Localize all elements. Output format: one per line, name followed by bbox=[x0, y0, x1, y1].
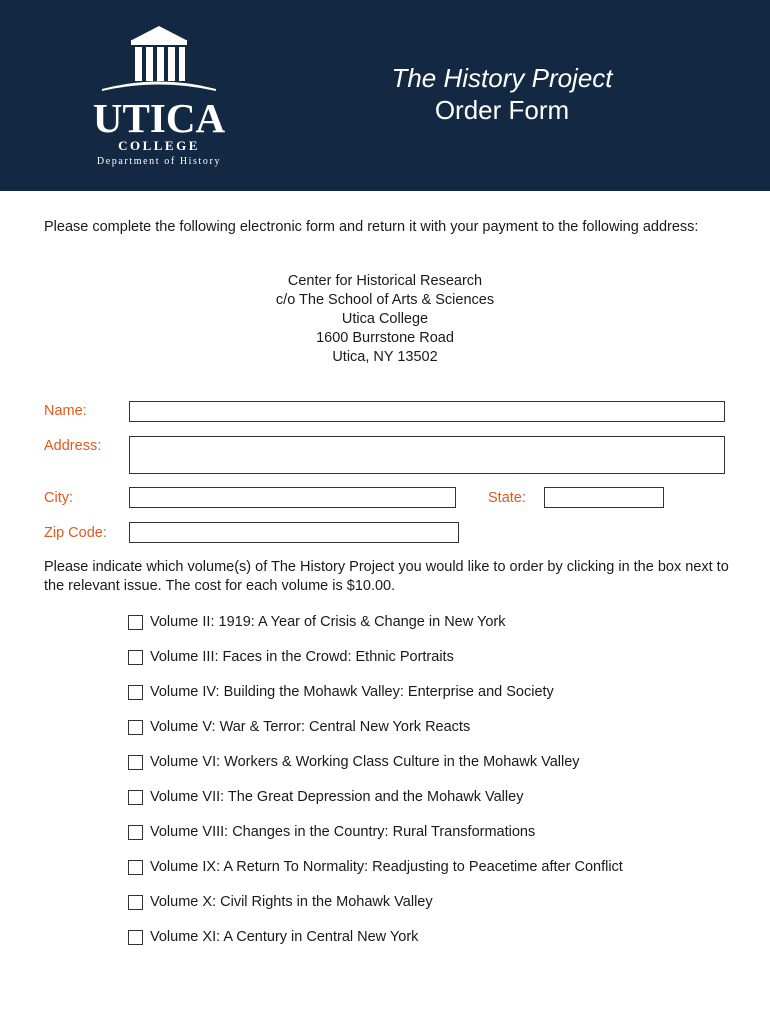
logo-wordmark: UTICA bbox=[92, 95, 226, 141]
volume-checkbox[interactable] bbox=[128, 930, 143, 945]
volume-label: Volume IV: Building the Mohawk Valley: Enterprise and Society bbox=[150, 684, 554, 700]
volume-checkbox[interactable] bbox=[128, 685, 143, 700]
city-field[interactable] bbox=[129, 487, 456, 508]
address-label: Address: bbox=[44, 438, 102, 454]
volume-option bbox=[128, 751, 580, 773]
address-line: Utica College bbox=[341, 311, 429, 327]
volume-option bbox=[128, 611, 505, 633]
volume-label: Volume II: 1919: A Year of Crisis & Change in New York bbox=[150, 614, 506, 630]
address-line: c/o The School of Arts & Sciences bbox=[275, 292, 495, 308]
volume-option bbox=[128, 856, 623, 878]
volume-option bbox=[128, 891, 433, 913]
volume-label: Volume IX: A Return To Normality: Readjusting to Peacetime after Conflict bbox=[150, 859, 623, 875]
state-field[interactable] bbox=[544, 487, 664, 508]
volume-label: Volume XI: A Century in Central New York bbox=[150, 929, 419, 945]
city-label: City: bbox=[44, 490, 73, 506]
volume-checkbox[interactable] bbox=[128, 720, 143, 735]
state-label: State: bbox=[488, 490, 526, 506]
volume-label: Volume VI: Workers & Working Class Culture in the Mohawk Valley bbox=[150, 754, 580, 770]
logo-department: Department of History bbox=[96, 156, 222, 167]
volume-option bbox=[128, 681, 554, 703]
name-label: Name: bbox=[44, 403, 87, 419]
volume-checkbox[interactable] bbox=[128, 650, 143, 665]
address-line: 1600 Burrstone Road bbox=[316, 330, 454, 346]
volume-checkbox[interactable] bbox=[128, 615, 143, 630]
volume-label: Volume III: Faces in the Crowd: Ethnic Portraits bbox=[150, 649, 454, 665]
intro-text: Please complete the following electronic form and return it with your payment to the following address: bbox=[44, 219, 699, 235]
zip-field[interactable] bbox=[129, 522, 459, 543]
volume-option bbox=[128, 716, 470, 738]
volume-option bbox=[128, 926, 418, 948]
header-banner bbox=[0, 0, 770, 191]
logo-subtitle: COLLEGE bbox=[118, 138, 200, 153]
utica-college-logo bbox=[84, 22, 234, 172]
volume-label: Volume V: War & Terror: Central New York Reacts bbox=[150, 719, 471, 735]
volume-checkbox[interactable] bbox=[128, 755, 143, 770]
volume-label: Volume VII: The Great Depression and the Mohawk Valley bbox=[150, 789, 524, 805]
zip-label: Zip Code: bbox=[44, 525, 107, 541]
volume-option bbox=[128, 646, 454, 668]
volume-option bbox=[128, 821, 535, 843]
volume-checkbox[interactable] bbox=[128, 895, 143, 910]
title-line-1: The History Project bbox=[391, 63, 613, 93]
volume-checkbox[interactable] bbox=[128, 825, 143, 840]
volume-checkbox[interactable] bbox=[128, 790, 143, 805]
mailing-address bbox=[44, 272, 726, 367]
volume-option bbox=[128, 786, 523, 808]
address-field[interactable] bbox=[129, 436, 725, 474]
columns-building-icon bbox=[84, 22, 234, 92]
title-line-2: Order Form bbox=[434, 95, 570, 125]
volume-label: Volume VIII: Changes in the Country: Rural Transformations bbox=[150, 824, 536, 840]
name-field[interactable] bbox=[129, 401, 725, 422]
order-instructions: Please indicate which volume(s) of The History Project you would like to order by clicking in the box next to the relevant issue. The cost for each volume is $10.00. bbox=[44, 559, 729, 594]
address-line: Center for Historical Research bbox=[287, 273, 483, 289]
volume-label: Volume X: Civil Rights in the Mohawk Valley bbox=[150, 894, 433, 910]
page-title bbox=[370, 62, 634, 126]
address-line: Utica, NY 13502 bbox=[332, 349, 438, 365]
volume-checkbox[interactable] bbox=[128, 860, 143, 875]
